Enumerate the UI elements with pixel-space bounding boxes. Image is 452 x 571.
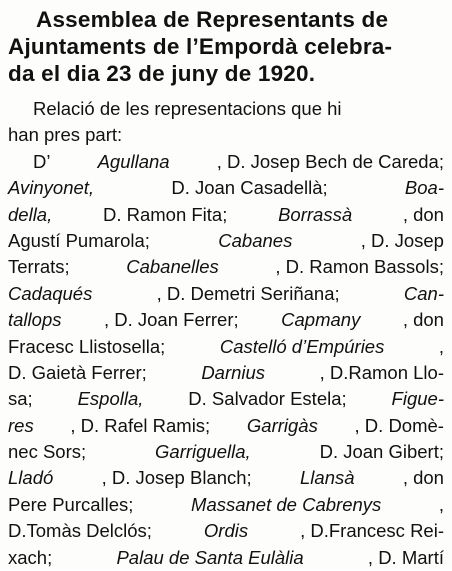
body-text: , D.Francesc Rei-: [300, 520, 444, 542]
place-name: Ordis: [203, 520, 249, 542]
body-line-3: [8, 202, 444, 228]
body-line-7: [8, 307, 444, 333]
place-name: Borrassà: [278, 203, 353, 225]
place-name: Cadaqués: [8, 282, 93, 304]
body-line-16: [8, 545, 444, 571]
place-name: Darnius: [201, 361, 266, 383]
body-text: ,: [438, 493, 444, 515]
headline-line-1: Assemblea de Representants de: [36, 7, 389, 32]
place-name: res: [8, 414, 34, 436]
place-name: Espolla,: [77, 388, 144, 410]
place-name: Can-: [403, 282, 444, 304]
body-line-4: [8, 228, 444, 254]
body-text: nec Sors;: [8, 441, 87, 463]
place-name: Cabanelles: [126, 256, 219, 278]
body-text: , D. Rafel Ramis;: [70, 414, 211, 436]
place-name: tallops: [8, 309, 62, 331]
intro-line-2: [8, 122, 444, 148]
body-text: , D. Josep Bech de Careda;: [216, 150, 444, 172]
body-text: , D. Demetri Seriñana;: [156, 282, 340, 304]
headline-line-2: Ajuntaments de l’Empordà celebra-: [8, 34, 393, 59]
place-name: Garrigàs: [246, 414, 318, 436]
body-text: sa;: [8, 388, 33, 410]
place-name: Cabanes: [218, 229, 293, 251]
body-text: , D. Joan Ferrer;: [103, 309, 239, 331]
place-name: Castelló d’Empúries: [219, 335, 385, 357]
place-name: Boa-: [404, 177, 444, 199]
body-text: D. Joan Gibert;: [319, 441, 444, 463]
intro-text-2: han pres part:: [8, 124, 123, 146]
headline-line-3: da el dia 23 de juny de 1920.: [8, 61, 316, 86]
body-text: D.Tomàs Delclós;: [8, 520, 152, 542]
body-line-6: [8, 281, 444, 307]
body-text: , don: [402, 203, 444, 225]
intro-text-1: Relació de les representacions que hi: [33, 98, 342, 119]
body-line-10: [8, 386, 444, 412]
place-name: Agullana: [97, 150, 170, 172]
body-line-11: [8, 413, 444, 439]
body-line-13: [8, 465, 444, 491]
place-name: Garriguella,: [155, 441, 251, 463]
body-line-2: [8, 175, 444, 201]
place-name: Capmany: [281, 309, 361, 331]
body-text: Fracesc Llistosella;: [8, 335, 166, 357]
place-name: Llansà: [300, 467, 355, 489]
body-line-1: [8, 149, 444, 175]
article-body: [8, 96, 444, 571]
body-text: Terrats;: [8, 256, 70, 278]
body-text: D. Ramon Fita;: [102, 203, 228, 225]
body-line-12: [8, 439, 444, 465]
intro-line-1: [8, 96, 444, 122]
body-line-9: [8, 360, 444, 386]
body-text: , D. Josep: [360, 229, 444, 251]
body-line-5: [8, 254, 444, 280]
body-text: , D. Josep Blanch;: [101, 467, 252, 489]
body-text: , D. Martí: [367, 546, 444, 568]
place-name: Figue-: [391, 388, 444, 410]
body-text: , don: [402, 467, 444, 489]
body-text: Pere Purcalles;: [8, 493, 134, 515]
body-text: , D. Domè-: [354, 414, 444, 436]
body-text: Agustí Pumarola;: [8, 229, 150, 251]
body-text: ,: [438, 335, 444, 357]
place-name: Lladó: [8, 467, 54, 489]
article-headline: [8, 6, 444, 87]
body-text: D. Joan Casadellà;: [171, 177, 328, 199]
body-text: D. Gaietà Ferrer;: [8, 361, 147, 383]
body-line-8: [8, 334, 444, 360]
body-line-15: [8, 518, 444, 544]
body-text: , D.Ramon Llo-: [319, 361, 444, 383]
place-name: Palau de Santa Eulàlia: [116, 546, 304, 568]
body-text: xach;: [8, 546, 53, 568]
place-name: della,: [8, 203, 53, 225]
body-text: D’: [33, 150, 51, 172]
body-text: D. Salvador Estela;: [188, 388, 347, 410]
body-text: , D. Ramon Bassols;: [275, 256, 444, 278]
place-name: Avinyonet,: [8, 177, 95, 199]
body-text: , don: [402, 309, 444, 331]
body-line-14: [8, 492, 444, 518]
place-name: Massanet de Cabrenys: [191, 493, 382, 515]
